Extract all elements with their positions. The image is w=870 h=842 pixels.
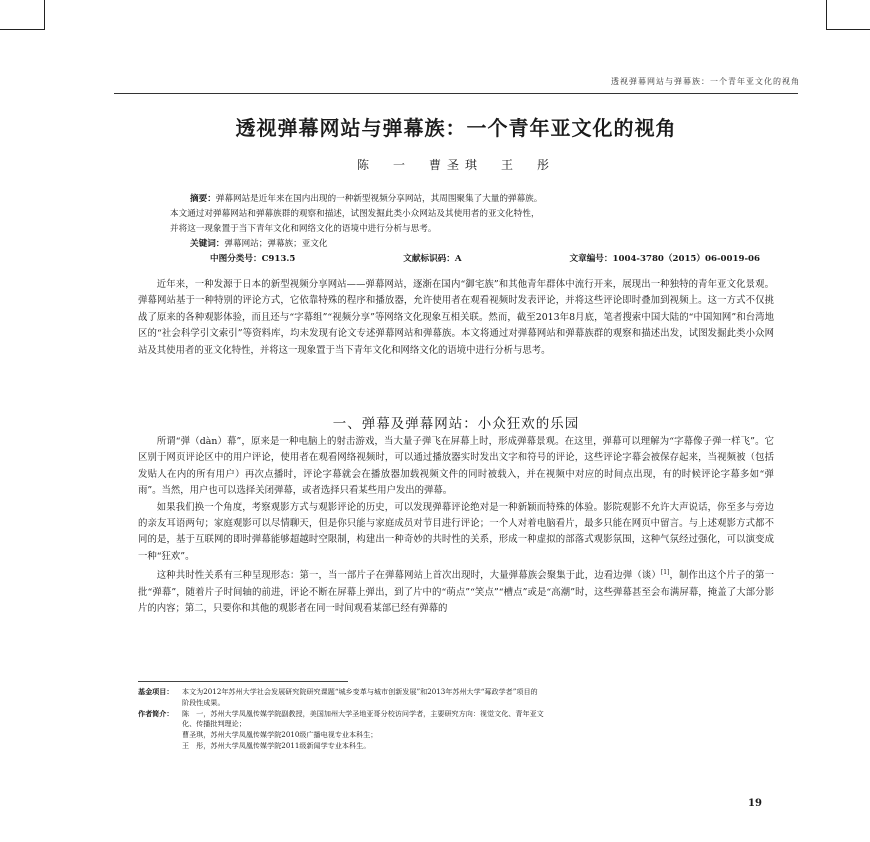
author-note-body [182,709,774,752]
clc-value: C913.5 [261,254,296,264]
author-line-4: 王 彤，苏州大学凤凰传媒学院2011级新闻学专业本科生。 [182,740,371,750]
author-line-1: 陈 一，苏州大学凤凰传媒学院副教授，美国加州大学圣地亚哥分校访问学者，主要研究方向：视觉文化、青年亚文 [182,708,544,718]
running-head: 透视弹幕网站与弹幕族：一个青年亚文化的视角 [611,77,800,86]
keywords-line [170,237,770,252]
author-label: 作者简介： [138,708,174,718]
clc-code [190,252,295,267]
abstract-text-1: 弹幕网站是近年来在国内出现的一种新型视频分享网站，其周围聚集了大量的弹幕族。 [215,194,543,204]
page-number: 19 [748,798,762,809]
crop-mark-top-left-vertical [44,0,45,30]
intro-section [138,277,774,359]
abstract-line-3: 并将这一现象置于当下青年文化和网络文化的语境中进行分析与思考。 [170,224,437,234]
author-note [138,709,774,752]
paragraph-3-text-a: 这种共时性关系有三种呈现形态：第一，当一部片子在弹幕网站上首次出现时，大量弹幕族会聚集于此，边看边弹（谈） [156,570,661,582]
article-authors: 陈 一 曹圣琪 王 彤 [356,158,555,172]
intro-paragraph: 近年来，一种发源于日本的新型视频分享网站——弹幕网站，逐渐在国内“御宅族”和其他青年群体中流行开来，展现出一种独特的青年亚文化景观。弹幕网站基于一种特别的评论方式，它依靠特殊的程序和播放器，允许使用者在观看视频时发表评论，并将这些评论即时叠加到视频上。这一方式不仅挑战了原来的各种观影体验，而且还与“字幕组”“视频分享”等网络文化现象互相关联。然而，截至2013年8月底，笔者搜索中国大陆的“中国知网”和台湾地区的“社会科学引文索引”等资料库，均未发现有论文专述弹幕网站和弹幕族。本文将通过对弹幕网站和弹幕族群的观察和描述出发，试图发掘此类小众网站及其使用者的亚文化特性，并将这一现象置于当下青年文化和网络文化的语境中进行分析与思考。 [138,279,774,356]
section-heading: 一、弹幕及弹幕网站：小众狂欢的乐园 [332,416,580,432]
footnote-rule [138,681,348,682]
paragraph-3-text-b: ，制作出这个片子的第一批“弹幕”，随着片子时间轴的前进，评论不断在屏幕上弹出，到了片中的“萌点”“笑点”“槽点”或是“高潮”时，这些弹幕甚至会布满屏幕，掩盖了大部分影片的内容；第二，只要你和其他的观影者在同一时间观看某部已经有弹幕的 [138,570,774,615]
section-1-body [138,434,774,618]
fund-line-2: 阶段性成果。 [182,697,225,707]
crop-mark-top-right-horizontal [826,29,870,30]
section-1-paragraph-2: 如果我们换一个角度，考察观影方式与观影评论的历史，可以发现弹幕评论绝对是一种新颖而特殊的体验。影院观影不允许大声说话，你至多与旁边的亲友耳语两句；家庭观影可以尽情聊天，但是你只能与家庭成员对节目进行评论；一个人对着电脑看片，最多只能在网页中留言。与上述观影方式都不同的是，基于互联网的即时弹幕能够超越时空限制，构建出一种奇妙的共时性的关系，形成一种虚拟的部落式观影氛围，这种气氛经过强化，可以演变成一种“狂欢”。 [138,501,774,562]
article-number-value: 1004-3780（2015）06-0019-06 [612,254,760,264]
author-line-3: 曹圣琪，苏州大学凤凰传媒学院2010级广播电视专业本科生； [182,730,378,740]
fund-line-1: 本文为2012年苏州大学社会发展研究院研究课题“城乡变革与城市创新发展”和2013年苏州大学“莓政学者”项目的 [182,687,538,696]
section-1-paragraph-3 [138,565,774,617]
article-number [550,252,760,267]
keywords-text: 弹幕网站；弹幕族；亚文化 [224,239,328,249]
author-line-2: 化、传播批判理论； [182,719,246,729]
citation-ref: [1] [660,569,670,577]
crop-mark-top-right-vertical [826,0,827,30]
header-rule [114,93,798,94]
abstract-line-1 [170,192,770,207]
fund-note-body [182,687,774,709]
document-code-value: A [454,254,462,264]
keywords-label: 关键词： [190,239,225,249]
article-title: 透视弹幕网站与弹幕族：一个青年亚文化的视角 [235,116,677,140]
abstract-line-2: 本文通过对弹幕网站和弹幕族群的观察和描述，试图发掘此类小众网站及其使用者的亚文化特性， [170,209,540,219]
footnotes [138,687,774,752]
section-1-paragraph-1: 所谓“弹（dàn）幕”，原来是一种电脑上的射击游戏，当大量子弹飞在屏幕上时，形成弹幕景观。在这里，弹幕可以理解为“字幕像子弹一样飞”。它区别于网页评论区中的用户评论，使用者在观看网络视频时，可以通过播放器实时发出文字和符号的评论，这些评论字幕会被保存起来，当视频被（包括发贴人在内的所有用户）再次点播时，评论字幕就会在播放器加载视频文件的同时被载入，并在视频中对应的时间点出现，有的时候评论字幕多如“弹雨”。当然，用户也可以选择关闭弹幕，或者选择只看某些用户发出的弹幕。 [138,436,774,497]
fund-label: 基金项目： [138,687,174,696]
abstract-label: 摘要： [190,194,216,204]
article-number-label: 文章编号： [569,254,613,264]
document-code-label: 文献标识码： [403,254,455,264]
clc-label: 中图分类号： [210,254,262,264]
classification-row [170,252,760,267]
fund-note [138,687,774,709]
document-code [383,252,461,267]
abstract-block [170,192,770,267]
crop-mark-top-left-horizontal [0,29,45,30]
